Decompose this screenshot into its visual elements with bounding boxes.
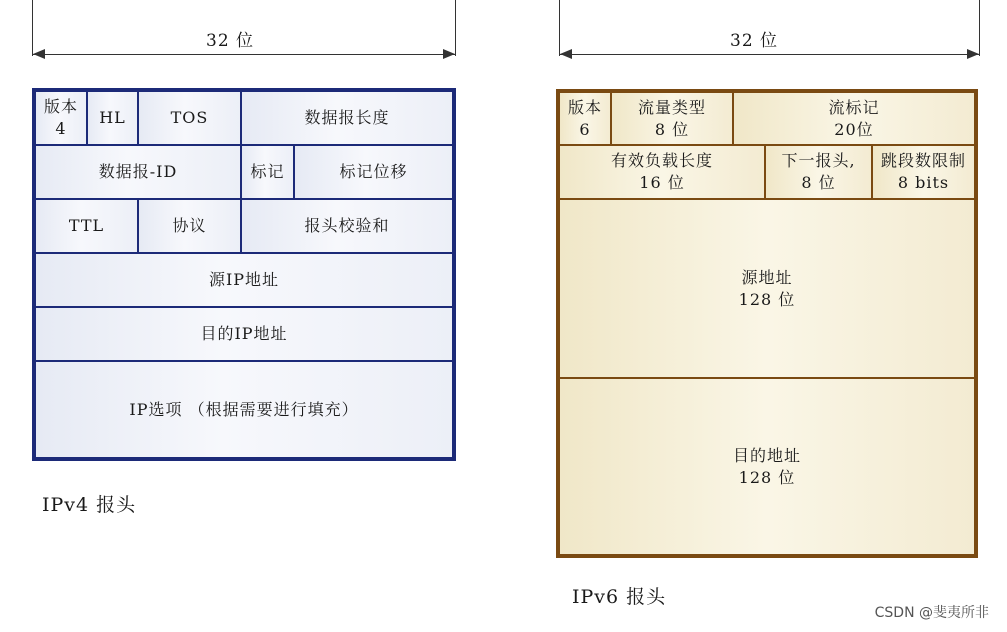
ipv4-field-source-address: 源IP地址 [35,253,453,307]
ipv4-field-ttl: TTL [35,199,138,253]
ipv4-caption: IPv4 报头 [42,494,137,516]
ipv6-field-next-header: 下一报头, 8 位 [765,145,872,199]
ipv4-field-flags: 标记 [241,145,294,199]
ipv6-field-payload-length: 有效负载长度 16 位 [559,145,765,199]
ipv4-field-identification: 数据报-ID [35,145,241,199]
ipv4-field-version: 版本 4 [35,91,87,145]
watermark: CSDN @斐夷所非 [874,605,989,621]
ipv4-field-hl: HL [87,91,138,145]
ipv4-field-protocol: 协议 [138,199,241,253]
ipv6-header-diagram [556,89,978,558]
ipv4-field-destination-address: 目的IP地址 [35,307,453,361]
ipv4-field-tos: TOS [138,91,241,145]
ipv6-field-traffic-class: 流量类型 8 位 [611,92,733,145]
ipv4-field-fragment-offset: 标记位移 [294,145,453,199]
ipv6-field-version: 版本 6 [559,92,611,145]
ipv4-field-options: IP选项 （根据需要进行填充） [35,361,453,458]
ipv6-caption: IPv6 报头 [572,586,667,608]
ipv4-field-total-length: 数据报长度 [241,91,453,145]
ipv4-header-diagram [32,88,456,461]
ipv6-field-destination-address: 目的地址 128 位 [559,378,975,555]
ipv6-field-source-address: 源地址 128 位 [559,199,975,378]
ipv6-width-dimension [0,0,1007,51]
ipv6-field-hop-limit: 跳段数限制 8 bits [872,145,975,199]
ipv4-width-label: 32 位 [202,26,258,51]
ipv4-field-checksum: 报头校验和 [241,199,453,253]
ipv6-width-label: 32 位 [726,26,782,51]
ipv6-field-flow-label: 流标记 20位 [733,92,975,145]
